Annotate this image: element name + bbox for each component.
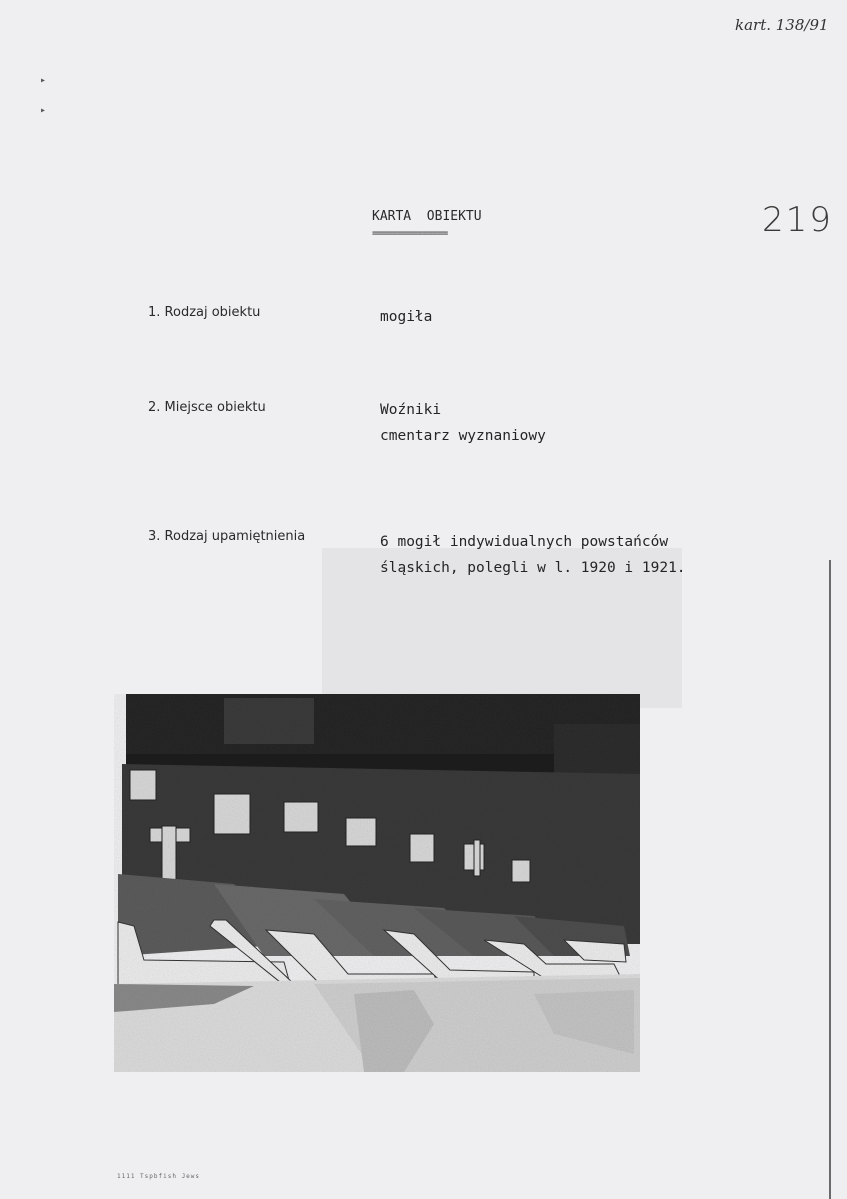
- field-1-label: 1. Rodzaj obiektu: [148, 305, 261, 320]
- field-3-label: 3. Rodzaj upamiętnienia: [148, 529, 306, 544]
- title-underline: ===============: [372, 228, 448, 239]
- page-edge-line: [829, 560, 831, 1199]
- margin-marks: ▸ ▸: [40, 75, 47, 116]
- field-2-value-line-2: cmentarz wyznaniowy: [380, 428, 546, 444]
- footer-print-mark: 1111 Tspbfish Jews: [117, 1173, 201, 1180]
- field-2-value-line-1: Woźniki: [380, 402, 442, 418]
- field-3-value: [380, 529, 686, 581]
- field-1-value-line-1: mogiła: [380, 309, 433, 325]
- document-title: KARTA OBIEKTU: [372, 209, 482, 224]
- field-3-value-line-2: śląskich, polegli w l. 1920 i 1921.: [380, 560, 686, 576]
- field-1-value: [380, 304, 432, 330]
- field-2-label: 2. Miejsce obiektu: [148, 400, 266, 415]
- page-number: 219: [762, 200, 833, 240]
- cemetery-photo: [114, 694, 640, 1072]
- handwritten-reference: kart. 138/91: [735, 16, 829, 34]
- field-2-value: [380, 397, 546, 449]
- field-3-value-line-1: 6 mogił indywidualnych powstańców: [380, 534, 669, 550]
